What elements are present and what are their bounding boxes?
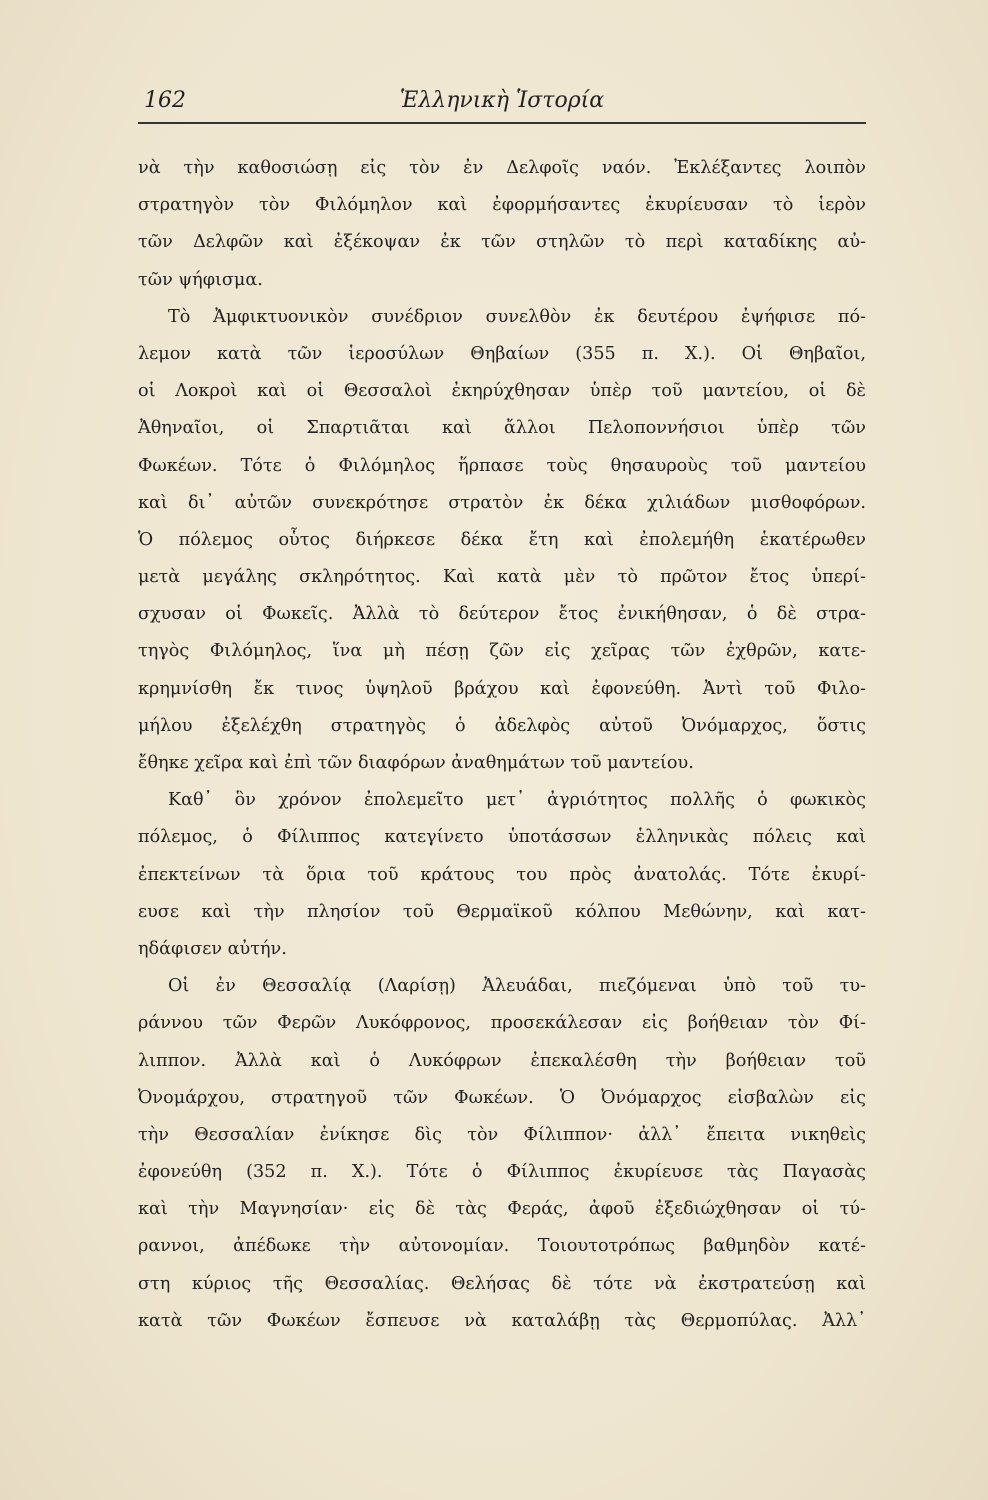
page-number: 162 bbox=[144, 88, 186, 113]
text-line: ἔθηκε χεῖρα καὶ ἐπὶ τῶν διαφόρων ἀναθημάτων τοῦ μαντείου. bbox=[138, 753, 694, 773]
body-text bbox=[138, 150, 866, 1340]
text-line: σχυσαν οἱ Φωκεῖς. Ἀλλὰ τὸ δεύτερον ἔτος ἐνικήθησαν, ὁ δὲ στρα- bbox=[138, 604, 866, 625]
text-line: Οἱ ἐν Θεσσαλίᾳ (Λαρίσῃ) Ἀλευάδαι, πιεζόμεναι ὑπὸ τοῦ τυ- bbox=[168, 976, 866, 997]
text-line: κατὰ τῶν Φωκέων ἔσπευσε νὰ καταλάβῃ τὰς Θερμοπύλας. Ἀλλ᾽ bbox=[138, 1310, 866, 1331]
page-header bbox=[138, 88, 866, 122]
text-line: τῶν ψήφισμα. bbox=[138, 269, 263, 290]
text-line: μετὰ μεγάλης σκληρότητος. Καὶ κατὰ μὲν τὸ πρῶτον ἔτος ὑπερί- bbox=[138, 567, 866, 588]
text-line: Τὸ Ἀμφικτυονικὸν συνέδριον συνελθὸν ἐκ δευτέρου ἐψήφισε πό- bbox=[168, 306, 866, 327]
text-line: ἐφονεύθη (352 π. Χ.). Τότε ὁ Φίλιππος ἐκυρίευσε τὰς Παγασὰς bbox=[138, 1162, 866, 1183]
text-line: καὶ δι᾽ αὐτῶν συνεκρότησε στρατὸν ἐκ δέκα χιλιάδων μισθοφόρων. bbox=[138, 492, 866, 513]
text-line: ραννοι, ἀπέδωκε τὴν αὐτονομίαν. Τοιουτοτρόπως βαθμηδὸν κατέ- bbox=[138, 1236, 866, 1257]
text-line: καὶ τὴν Μαγνησίαν· εἰς δὲ τὰς Φεράς, ἀφοῦ ἐξεδιώχθησαν οἱ τύ- bbox=[138, 1199, 866, 1220]
text-line: ηδάφισεν αὐτήν. bbox=[138, 938, 287, 959]
text-line: κρημνίσθη ἔκ τινος ὑψηλοῦ βράχου καὶ ἐφονεύθη. Ἀντὶ τοῦ Φιλο- bbox=[138, 678, 866, 699]
text-line: νὰ τὴν καθοσιώσῃ εἰς τὸν ἐν Δελφοῖς ναόν. Ἐκλέξαντες λοιπὸν bbox=[138, 158, 866, 178]
header-rule bbox=[138, 122, 866, 124]
text-line: πόλεμος, ὁ Φίλιππος κατεγίνετο ὑποτάσσων ἑλληνικὰς πόλεις καὶ bbox=[138, 827, 866, 848]
text-line: λεμον κατὰ τῶν ἱεροσύλων Θηβαίων (355 π. Χ.). Οἱ Θηβαῖοι, bbox=[138, 343, 866, 364]
text-line: Ἀθηναῖοι, οἱ Σπαρτιᾶται καὶ ἄλλοι Πελοποννήσιοι ὑπὲρ τῶν bbox=[138, 418, 866, 439]
text-line: τὴν Θεσσαλίαν ἐνίκησε δὶς τὸν Φίλιππον· ἀλλ᾽ ἔπειτα νικηθεὶς bbox=[138, 1124, 866, 1145]
text-line: οἱ Λοκροὶ καὶ οἱ Θεσσαλοὶ ἐκηρύχθησαν ὑπὲρ τοῦ μαντείου, οἱ δὲ bbox=[138, 381, 866, 402]
text-line: Καθ᾽ ὃν χρόνον ἐπολεμεῖτο μετ᾽ ἀγριότητος πολλῆς ὁ φωκικὸς bbox=[168, 790, 866, 811]
text-line: ευσε καὶ τὴν πλησίον τοῦ Θερμαϊκοῦ κόλπου Μεθώνην, καὶ κατ- bbox=[138, 901, 866, 922]
text-line: ράννου τῶν Φερῶν Λυκόφρονος, προσεκάλεσαν εἰς βοήθειαν τὸν Φί- bbox=[138, 1013, 866, 1034]
text-line: λιππον. Ἀλλὰ καὶ ὁ Λυκόφρων ἐπεκαλέσθη τὴν βοήθειαν τοῦ bbox=[138, 1050, 866, 1071]
running-title: Ἑλληνικὴ Ἱστορία bbox=[399, 88, 605, 113]
text-line: Ὁ πόλεμος οὗτος διήρκεσε δέκα ἔτη καὶ ἐπολεμήθη ἑκατέρωθεν bbox=[138, 529, 866, 550]
text-line: Φωκέων. Τότε ὁ Φιλόμηλος ἥρπασε τοὺς θησαυροὺς τοῦ μαντείου bbox=[138, 455, 866, 476]
text-line: στρατηγὸν τὸν Φιλόμηλον καὶ ἐφορμήσαντες ἐκυρίευσαν τὸ ἱερὸν bbox=[138, 195, 866, 216]
text-line: μήλου ἐξελέχθη στρατηγὸς ὁ ἀδελφὸς αὐτοῦ Ὀνόμαρχος, ὅστις bbox=[138, 715, 866, 736]
text-line: ἐπεκτείνων τὰ ὅρια τοῦ κράτους του πρὸς ἀνατολάς. Τότε ἐκυρί- bbox=[138, 864, 866, 885]
text-line: στη κύριος τῆς Θεσσαλίας. Θελήσας δὲ τότε νὰ ἐκστρατεύσῃ καὶ bbox=[138, 1273, 866, 1294]
text-line: τηγὸς Φιλόμηλος, ἵνα μὴ πέσῃ ζῶν εἰς χεῖρας τῶν ἐχθρῶν, κατε- bbox=[138, 641, 866, 662]
text-line: τῶν Δελφῶν καὶ ἐξέκοψαν ἐκ τῶν στηλῶν τὸ περὶ καταδίκης αὐ- bbox=[138, 232, 866, 253]
text-line: Ὀνομάρχου, στρατηγοῦ τῶν Φωκέων. Ὁ Ὀνόμαρχος εἰσβαλὼν εἰς bbox=[138, 1087, 866, 1108]
